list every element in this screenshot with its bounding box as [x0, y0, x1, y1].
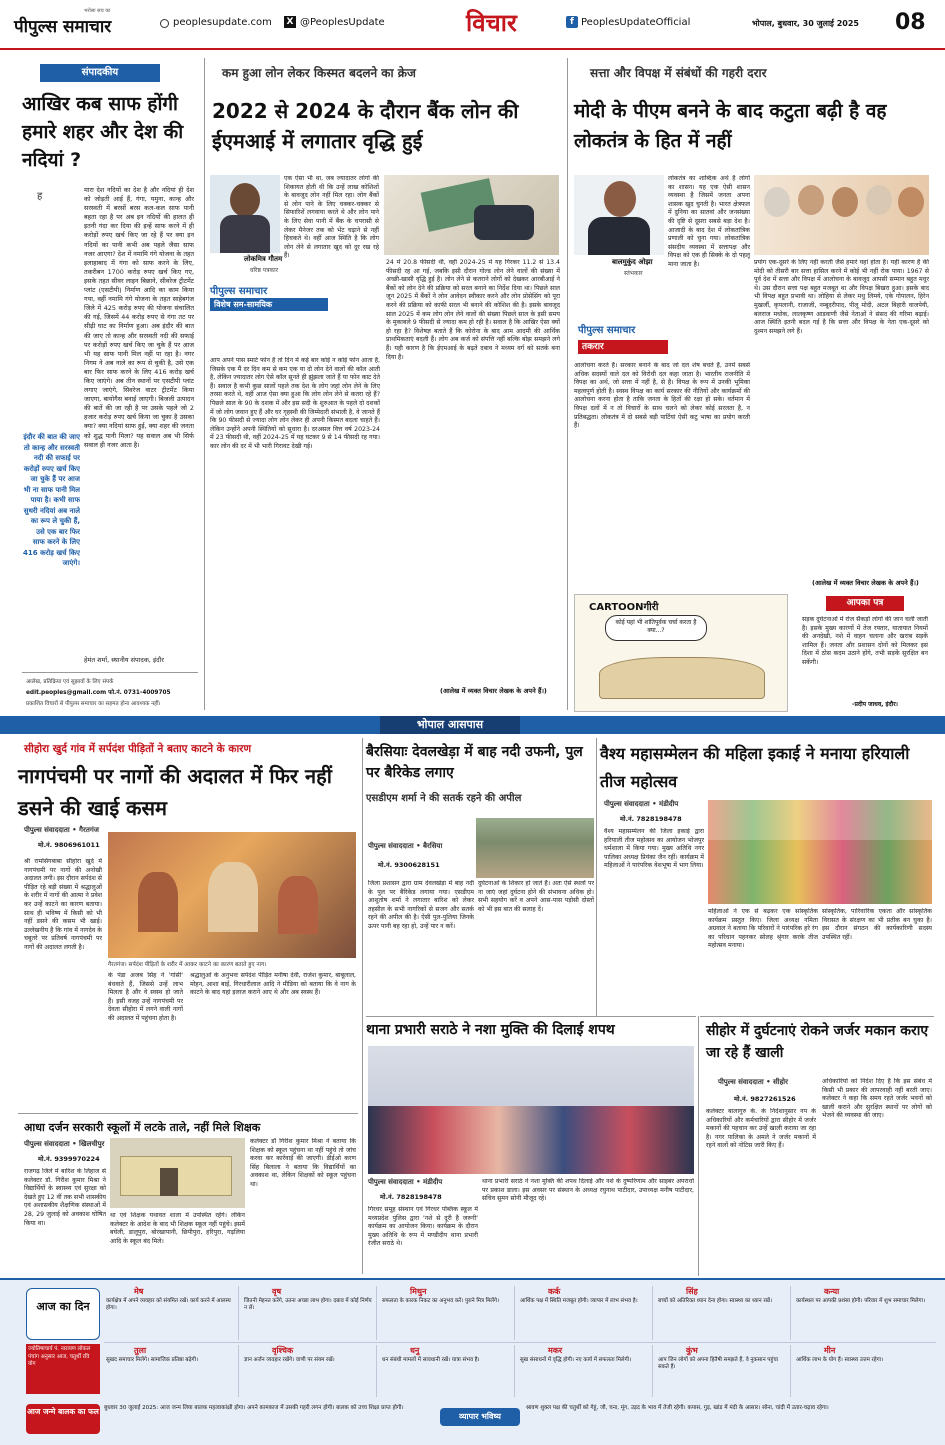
cartoon-label: CARTOONगीरी	[589, 602, 659, 613]
naag-body-3: श्रद्धालुओं के अनुभवः सर्पदंश पीड़ित मनीषा देवी, राजेश कुमार, बाबूलाल, मोहन, आशा बाई, गिरधारीलाल आदि ने मीडिया को बताया कि वे नाग के काटने के बाद यहां इलाज कराने आए थे और अब स्वस्थ हैं।	[190, 972, 356, 997]
rashi-text: आर्थिक पक्ष में स्थिति मजबूत होगी। व्यापार में लाभ संभव है।	[520, 1298, 638, 1304]
rashi-vrish	[242, 1286, 377, 1340]
sehore-headline: सीहोर में दुर्घटनाएं रोकने जर्जर मकान कराए जा रहे हैं खाली	[706, 1023, 929, 1061]
series-tag-loan: विशेष सम-सामयिक	[210, 298, 328, 311]
editorial-signoff: हेमंत शर्मा, स्थानीय संपादक, इंदौर	[84, 656, 164, 664]
rashi-text: आप जिन लोगों को अपना हितैषी समझते हैं, वे नुकसान पहुंचा सकते हैं।	[658, 1357, 779, 1371]
naag-byline: पीपुल्स संवाददाता • गैरतगंज	[24, 826, 99, 834]
editorial-contact-email[interactable]: edit.peoples@gmail.com फो.नं. 0731-4009705	[26, 690, 171, 696]
editorial-tag: संपादकीय	[40, 64, 160, 82]
rashi-text: जितनी मेहनत करेंगे, उतना अच्छा लाभ होगा। दबाव में कोई निर्णय न लें।	[244, 1298, 372, 1312]
teej-headline: वैश्य महासम्मेलन की महिला इकाई ने मनाया हरियाली तीज महोत्सव	[600, 744, 910, 791]
shapath-body-1: गिरधर समूह संस्थान एवं गिरधर पब्लिक स्कूल में मध्यप्रदेश पुलिस द्वारा 'नशे से दूरी है जरूरी' कार्यक्रम का आयोजन किया। कार्यक्रम के दौरान मुख्य अतिथि के रूप में मण्डीदीप थाना प्रभारी रंजीत सराठे थे।	[368, 1206, 478, 1248]
bairasia-subhead: एसडीएम शर्मा ने की सतर्क रहने की अपील	[366, 793, 522, 804]
modi-author-role: स्तंभकार	[624, 270, 643, 277]
letters-body: सड़क दुर्घटनाओं में रोज सैकड़ों लोगों की जान चली जाती है। इसके मुख्य कारणों में तेज रफ्तार, यातायात नियमों की अनदेखी, नशे में वाहन चलाना और खराब सड़कें शामिल हैं। जनता और प्रशासन दोनों को मिलकर इस दिशा में ठोस कदम उठाने होंगे, तभी सड़कें सुरक्षित बन सकेंगी।	[802, 616, 928, 666]
editorial-disclaimer: प्रकाशित विचारों से पीपुल्स समाचार का सहमत होना आवश्यक नहीं।	[26, 701, 161, 707]
rashi-label: वृष	[272, 1287, 282, 1296]
bairasia-body-2: दुर्घटनाओं के शिकार हो जाते हैं। अतः ऐसे स्थलों पर ना जाएं जहां दुर्घटना होने की संभावना अधिक हो। सभी सहयोग करें व अपने आस-पास पड़ोसी दोस्तों को भी इस बात की सलाह दें।	[478, 880, 594, 913]
letters-signoff: -प्रदीप जाधव, इंदौर।	[852, 701, 898, 708]
bairasia-body-1: जिला प्रशासन द्वारा ग्राम देवलखेड़ा में बाह नदी के पुल पर बैरिकेड लगाया गया। एसडीएम आशुतोष शर्मा ने लगातार बारिश को लेकर तहसील के सभी नागरिकों से सजग और सतर्क रहने की अपील की है। ऐसी पुल-पुलिया जिनके ऊपर पानी बह रहा हो, उन्हें पार न करें।	[368, 880, 474, 930]
loan-body-2: आप अपने पास स्मार्ट फोन है तो दिन में कई बार कोई न कोई फोन आता है, जिसके एक मैं दर दिन कम से कम एक या दो लोन देने वालों की कॉल आती है, लेकिन ज्यादातर लोग ऐसे कॉल सुनते ही झुंझला जाते हैं या फोन काट देते हैं। सवाल है कभी कुछ सालों पहले तक देश के लोग जहां लोन लेने के लिए तरसा करते थे, वहीं आज ऐसा क्या हुआ कि लोग लोन लेने से कतरा रहे हैं? पिछले साल के 90 के दशक में और इस सदी के शुरुआत के पहले दो दशकों में जो लोग जवान हुए हैं और घर गृहस्थी की जिम्मेदारी संभाली है, वे जानते हैं कि 90 फीसदी से ज्यादा लोग लोन लेकर ही अपनी किस्मत बदला चाहते हैं। लेकिन उन्होंने अपनी स्थितियों को सुधारा है। दरअसल वित्त वर्ष 2023-24 में 23 फीसदी थी, वहीं 2024-25 में यह घटकर 9 से 14 फीसदी रह गया। कार लोन की दर में भी भारी गिरावट देखी गई।	[210, 357, 380, 450]
rashi-makar	[518, 1345, 653, 1397]
sehore-mobile: मो.नं. 9827261526	[734, 1095, 796, 1103]
teej-mobile: मो.नं. 7828198478	[620, 815, 682, 823]
modi-photo	[754, 175, 929, 255]
modi-body-2: आलोचना करते हैं। सरकार बनाने के बाद जो दल शेष बचते हैं, उनमें सबसे अधिक सदस्यों वाले दल को विरोधी दल कहा जाता है। भारतीय राजनीति में विपक्ष का अर्थ, जो सत्ता में नहीं है, से है। विपक्ष के रूप में उनकी भूमिका महत्वपूर्ण होती है। स्वस्थ विपक्ष का कार्य सरकार की नीतियों और कार्यक्रमों की आलोचना करना होता है ताकि जनता के हितों की रक्षा हो सके। वर्तमान में विपक्ष दलों में न तो विचारों के साथ चलने को लेकर कोई सरलता है, न प्रतिबद्धता। लोकतंत्र में दो सबसे बड़ी पार्टियां ऐसी कटु भाषा का प्रयोग करती हैं।	[574, 362, 750, 430]
birthday-label: आज जन्मे बालक का फल	[26, 1404, 100, 1434]
rashi-row-1	[104, 1286, 936, 1340]
teej-photo	[708, 800, 932, 904]
rashi-label: धनु	[410, 1346, 420, 1355]
editorial-headline: आखिर कब साफ होंगी हमारे शहर और देश की नदियां ?	[22, 93, 184, 171]
editorial-dropcap: ह	[37, 191, 43, 202]
rashi-dhanu	[380, 1345, 515, 1397]
rashi-text: आर्थिक लाभ के योग हैं। स्वास्थ्य उत्तम रहेगा।	[796, 1357, 884, 1363]
rashi-singh	[656, 1286, 791, 1340]
modi-footer: (आलेख में व्यक्त विचार लेखक के अपने हैं।)	[812, 579, 919, 587]
rashi-vrishchik	[242, 1345, 377, 1397]
rashi-label: कन्या	[824, 1287, 840, 1296]
rashi-label: मेष	[134, 1287, 144, 1296]
modi-body-3: प्रयोग एक-दूसरे के लिए नहीं करती जैसे हमारे यहां होता है। यही कारण है की मोदी को तीसरी बार सत्ता हासिल करने में कोई भी नहीं रोक पाया। 1967 से पूर्व देश में सत्ता और विपक्ष में आलोचना के बावजूद आपसी सम्मान बहुत मधुर थे। उस दौरान सत्ता पक्ष बहुत मजबूत था और विपक्ष बिखरा हुआ। इसके बाद भी विपक्ष बहुत प्रभावी था। लोहिया से लेकर मधु लिमये, एके गोपालन, हिरेन मुखर्जी, कृपलानी, राजाजी, नम्बूदरीपाद, पीलू मोदी, अटल बिहारी वाजपेयी, बलराज मधोक, लालकृष्ण आडवाणी जैसे नेताओं ने संसद की गरिमा बढ़ाई। आज स्थिति इतनी बदल गई है कि सत्ता और विपक्ष के नेता एक-दूसरे को दुश्मन समझने लगे हैं।	[754, 259, 929, 335]
rashi-label: मिथुन	[410, 1287, 427, 1296]
school-byline: पीपुल्स संवाददाता • खिलचीपुर	[24, 1140, 105, 1148]
modi-kicker: सत्ता और विपक्ष में संबंधों की गहरी दरार	[590, 66, 767, 80]
cartoon-speech-bubble: कोई यहां भी शांतिपूर्वक चर्चा करता है क्या...?	[605, 615, 707, 641]
shapath-mobile: मो.नं. 7828198478	[380, 1193, 442, 1201]
naag-kicker: सीहोरा खुर्द गांव में सर्पदंश पीड़ितों ने बताए काटने के कारण	[24, 743, 252, 755]
rashi-label: वृश्चिक	[272, 1346, 294, 1355]
loan-body-3: 24 में 20.8 फीसदी थी, वहीं 2024-25 में यह गिरकर 11.2 से 13.4 फीसदी रह आ गई, जबकि इसी दौरान गोल्ड लोन लेने वालों की संख्या में अच्छी-खासी वृद्धि हुई है। लोन लेने से कतराने लोगों को देखकर आरबीआई ने बैंकों को लोन देने की प्रक्रिया को सरल बनाने का निर्देश दिया था। पिछले साल जून 2025 में बैंकों ने लोन आवेदन स्वीकार करने और लोन प्रोसेसिंग को पूरा करने की प्रक्रिया को काफी सरल भी बनाने की कोशिश की है। इसके बावजूद साल 2025 में कम लोग लोन लेने वालों की संख्या पिछले साल के इसी समय के मुकाबले 9 फीसदी से ज्यादा कम हो रही है। सवाल है कि आखिर ऐसा क्यों हो रहा है? विशेषज्ञ बताते हैं कि कोरोना के बाद आम आदमी की आर्थिक प्राथमिकताएं बदली हैं। लोग अब कर्ज को संपत्ति नहीं बल्कि बोझ समझने लगे हैं। यही कारण है कि ईएमआई के बढ़ते दबाव ने मध्यम वर्ग को सतर्क बना दिया है।	[386, 259, 560, 361]
teej-body-3: सांस्कृतिक, पारिवारिक एकता और सांस्कृतिक विरासत के संरक्षण का भी प्रतीक बन चुका है। इस दौरान संगठन की कार्यकारिणी सदस्य उपस्थित रहीं।	[822, 908, 932, 941]
modi-author-name: बालमुकुंद ओझा	[612, 258, 653, 266]
rashi-row-2	[104, 1342, 936, 1396]
shapath-headline: थाना प्रभारी सराठे ने नशा मुक्ति की दिलाई शपथ	[366, 1022, 615, 1038]
shapath-byline: पीपुल्स संवाददाता • मंडीदीप	[368, 1178, 443, 1186]
rashi-text: ज्ञान अर्जन व्यवहार रखेंगे। वाणी पर संयम रखें।	[244, 1357, 335, 1363]
rashi-mesh	[104, 1286, 239, 1340]
rashi-text: सफलता के कारक निकट का अनुभव करें। पुराने मित्र मिलेंगे।	[382, 1298, 500, 1304]
facebook-handle[interactable]: PeoplesUpdateOfficial	[581, 17, 691, 28]
naag-body-2: के पंडा अजब सिंह ने 'गांसी' बंधवाते हैं, जिससे उन्हें लाभ मिलता है और वे स्वस्थ हो जाते हैं। इसी वजह उन्हें नागपंचमी पर देवता सीहोरा में लगने वाली नागों की अदालत में पहुंचना होता है।	[108, 972, 183, 1022]
loan-body-1: एक ऐसा भी था, जब ज्यादातर लोगों की शिकायत होती थी कि उन्हें लाख कोशिशों के बावजूद लोन नहीं मिल रहा। लोग बैंकों से लोन पाने के लिए चक्कर-चक्कर से सिफारिशें लगवाया करते थे और लोन पाने के लिए सेवा पानी में बैंक के चपरासी से लेकर मैनेजर तक को भेंट चढ़ाने से नहीं हिचकते थे। वहीं आज स्थिति है कि लोग लोन लेने से लगातार खुद को दूर रख रहे हैं।	[284, 175, 379, 260]
rashi-text: कार्यक्षेत्र में अपने व्यवहार को संयमित रखें। कार्य करने में आलस्य होगा।	[106, 1298, 231, 1312]
rashi-meen	[794, 1345, 934, 1397]
bairasia-headline: बैरसियाः देवलखेड़ा में बाह नदी उफनी, पुल पर बैरिकेड लगाए	[366, 744, 583, 781]
series-brand-loan: पीपुल्स समाचार	[210, 286, 268, 297]
school-headline: आधा दर्जन सरकारी स्कूलों में लटके ताले, नहीं मिले शिक्षक	[24, 1121, 261, 1134]
sehore-body-1: कलेक्टर बालागुरु के. के निर्देशानुसार नप के अधिकारियों और कर्मचारियों द्वारा सीहोर में जर्जर मकानों की पहचान कर उन्हें खाली कराया जा रहा है। नगर पालिका के अमले ने जर्जर मकानों में रहने वालों को नोटिस जारी किए हैं।	[706, 1108, 816, 1150]
rashi-label: तुला	[134, 1346, 147, 1355]
horoscope-title: आज का दिन	[36, 1300, 90, 1313]
naag-caption: गैरतगंज। सर्पदंश पीड़ितों के शरीर में आकर काटने का कारण बताते हुए नाग।	[108, 962, 267, 968]
cartoon-box	[574, 594, 788, 712]
school-mobile: मो.नं. 9399970224	[38, 1155, 100, 1163]
school-body-3: कलेक्टर डॉ गिरीश कुमार मिश्रा ने बताया कि शिक्षक को स्कूल पहुंचना था नहीं पहुंचे तो जांच करवा कर कार्रवाई की जाएगी। डीईओ करण सिंह बिलाला ने बताया कि विद्यार्थियों का अवकाश था, लेकिन शिक्षकों को स्कूल पहुंचना था।	[250, 1138, 356, 1188]
birthday-text: बुधवार 30 जुलाई 2025: आज जन्म लिया बालक महत्वाकांक्षी होगा। अपने कामकाज में उसकी गहरी लगन होगी। बालक को उच्च शिक्षा प्राप्त होगी।	[104, 1405, 404, 1411]
horoscope-panchang: ज्योतिषाचार्य पं. नारायण लोकल पंचांग अनुसार आज, चतुर्थी रवि योग	[26, 1344, 100, 1394]
school-photo	[110, 1138, 245, 1208]
letters-box	[800, 596, 930, 712]
x-twitter-icon: X	[284, 16, 296, 28]
loan-author-role: वरिष्ठ पत्रकार	[250, 267, 279, 274]
teej-body-2: महिलाओं ने एक से बढ़कर एक सांस्कृतिक कार्यक्रम प्रस्तुत किए। जिला अध्यक्ष नमिता अग्रवाल ने बताया कि परिवारों ने पारंपरिक हरे रंग का परिधान पहनकर सोलह श्रृंगार करके तीज महोत्सव मनाया।	[708, 908, 818, 950]
page-number: 08	[895, 10, 926, 35]
rashi-text: धन संबंधी मामलों में सावधानी रखें। यात्रा संभव है।	[382, 1357, 480, 1363]
series-tag-modi: तकरार	[578, 340, 668, 354]
teej-body-1: वैश्य महासम्मेलन की जिला इकाई द्वारा हरियाली तीज महोत्सव का आयोजन भोजपुर धर्मशाला में किया गया। मुख्य अतिथि नगर पालिका अध्यक्ष प्रियंका जैन रहीं। कार्यक्रम में महिलाओं ने पारंपरिक वेशभूषा में भाग लिया।	[604, 828, 704, 870]
dateline: भोपाल, बुधवार, 30 जुलाई 2025	[752, 19, 859, 28]
bairasia-photo	[476, 818, 594, 878]
brand-name: पीपुल्स समाचार	[14, 17, 112, 37]
rashi-label: मकर	[548, 1346, 563, 1355]
facebook-icon: f	[566, 16, 578, 28]
letters-title: आपका पत्र	[826, 596, 904, 611]
masthead	[0, 0, 945, 50]
modi-body-1: लोकतंत्र का शाब्दिक अर्थ है लोगों का शासन। यह एक ऐसी शासन व्यवस्था है जिसमें जनता अपना शासक खुद चुनती है। भारत क्षेत्रफल में दुनिया का सातवां और जनसंख्या की दृष्टि से दूसरा सबसे बड़ा देश है। आजादी के बाद देश में लोकतांत्रिक प्रणाली को चुना गया। लोकतांत्रिक संसदीय व्यवस्था में सत्तापक्ष और विपक्ष को एक ही सिक्के के दो पहलू माना जाता है।	[668, 175, 750, 268]
section-banner: भोपाल आसपास	[380, 716, 520, 734]
bairasia-mobile: मो.नं. 9300628151	[378, 861, 440, 869]
rashi-label: मीन	[824, 1346, 836, 1355]
series-brand-modi: पीपुल्स समाचार	[578, 325, 636, 336]
rashi-kanya	[794, 1286, 934, 1340]
rashi-tula	[104, 1345, 239, 1397]
rashi-text: बच्चों को अतिरिक्त ध्यान देना होगा। स्वास्थ्य का ध्यान रखें।	[658, 1298, 772, 1304]
business-text: श्रावण शुक्ल पक्ष की चतुर्थी को गेहूं, जौ, चना, मूंग, उड़द के भाव में तेजी रहेगी। कपास, गुड़, खांड में मंदी के आसार। सोना, चांदी में उतार-चढ़ाव रहेगा।	[526, 1405, 829, 1411]
naag-photo	[108, 832, 356, 958]
modi-headline: मोदी के पीएम बनने के बाद कटुता बढ़ी है वह लोकतंत्र के हित में नहीं	[574, 100, 887, 152]
teej-byline: पीपुल्स संवाददाता • मंडीदीप	[604, 800, 679, 808]
twitter-handle[interactable]: @PeoplesUpdate	[300, 17, 385, 28]
author-photo-loan	[210, 175, 280, 253]
rashi-label: कर्क	[548, 1287, 561, 1296]
shapath-photo	[368, 1046, 694, 1174]
rashi-text: कार्यस्थल पर आपकी प्रशंसा होगी। परिवार में शुभ समाचार मिलेगा।	[796, 1298, 926, 1304]
loan-headline: 2022 से 2024 के दौरान बैंक लोन की ईएमआई में लगातार वृद्धि हुई	[212, 99, 519, 153]
horoscope-title-box	[26, 1288, 100, 1340]
section-title: विचार	[466, 8, 517, 37]
loan-author-name: लोकमित्र गौतम	[244, 255, 283, 263]
parliament-drawing	[599, 657, 765, 699]
naag-body-1: श्री रामसिंगबाबा सीहोरा खुर्द में नागपंचमी पर नागों की अनोखी अदालत लगी। इस दौरान सर्पदंश से पीड़ित रहे बड़ी संख्या में श्रद्धालुओं के शरीर में नागों की आत्मा ने प्रवेश कर उन्हें काटने का कारण बताया। साथ ही भविष्य में किसी को भी नहीं डसने की कसम भी खाई। उल्लेखनीय है कि गांव में नागदेव के चबूतरे पर प्रतिवर्ष नागपंचमी पर नागों की अदालत लगती है।	[24, 858, 102, 951]
naag-mobile: मो.नं. 9806961011	[38, 841, 100, 849]
sehore-body-2: अधिकारियों को निर्देश दिए हैं कि इस संबंध में किसी भी प्रकार की लापरवाही नहीं बरती जाए। कलेक्टर ने कहा कि समय रहते जर्जर भवनों को खाली कराने और सुरक्षित स्थानों पर लोगों को भेजने की व्यवस्था की जाए।	[822, 1078, 932, 1120]
naag-headline: नागपंचमी पर नागों की अदालत में फिर नहीं डसने की खाई कसम	[18, 764, 332, 820]
rashi-label: सिंह	[686, 1287, 698, 1296]
rashi-kark	[518, 1286, 653, 1340]
globe-icon	[160, 19, 169, 28]
rashi-text: सुख संसाधनों में वृद्धि होगी। नए कार्य में सफलता मिलेगी।	[520, 1357, 632, 1363]
editorial-sidebar: इंदौर की बात की जाए तो कान्ह और सरस्वती नदी की सफाई पर करोड़ों रुपए खर्च किए जा चुके हैं पर आज भी ना साफ पानी मिल पाया है। कभी साफ सुथरी नदियां अब नाले का रूप ले चुकी हैं, उसे एक बार फिर साफ करने के लिए 416 करोड़ खर्च किए जाएंगे।	[23, 433, 80, 567]
rashi-mithun	[380, 1286, 515, 1340]
author-photo-modi	[574, 175, 664, 255]
sehore-byline: पीपुल्स संवाददाता • सीहोर	[718, 1078, 788, 1086]
bairasia-byline: पीपुल्स संवाददाता • बैरसिया	[368, 842, 443, 850]
rashi-label: कुंभ	[686, 1346, 698, 1355]
loan-footer: (आलेख में व्यक्त विचार लेखक के अपने हैं।)	[440, 687, 547, 695]
loan-kicker: कम हुआ लोन लेकर किस्मत बदलने का क्रेज	[222, 66, 416, 80]
editorial-contact-line: आलेख, प्रतिक्रिया एवं सुझावों के लिए संपर्क	[26, 679, 114, 685]
loan-photo	[384, 175, 559, 255]
brand-tagline: भरोसा सच का	[84, 8, 111, 14]
website-link[interactable]: peoplesupdate.com	[173, 17, 272, 28]
brand-logo	[14, 8, 154, 38]
editorial-body: मारा देश नदियों का देश है और नदियां ही देश को जोड़ती आई हैं, गंगा, यमुना, कान्ह और सरस्वती में बरसों बरस कल-कल साफ पानी बहता रहा है पर अब इन नदियों की हालत ही इतनी गंदा कर दिया की इन्हें साफ करने में ही करोड़ों रुपए खर्च किए जा रहे हैं पर क्या इन नदियों का पानी कभी अब पहले जैसा साफ नजर आएगा? देश में नमामि गंगे योजना के तहत इलाहाबाद में गंगा को साफ करने के लिए, तकरीबन 1700 करोड़ रुपए खर्च किए गए, इसके तहत सीवर लाइन बिछाने, सीवरेज ट्रीटमेंट प्लांट (एसटीपी) निर्माण आदि का काम किया गया, वहीं नमामि गंगे योजना के तहत साहेबगंज जिले में 425 करोड़ रुपए की योजना संचालित की गई, जिसमें 44 करोड़ रुपए से गंगा तट पर सीढ़ी घाट का निर्माण हुआ। अब इंदौर की बात की जाए तो कान्ह और सरस्वती नदी की सफाई पर करोड़ों रुपए खर्च किए जा चुके हैं पर आज भी यह साफ पानी मिल नहीं पा रहा है। नगर निगम ने अब नाले का रूप से चुकी है, उसे एक बार फिर साफ करने के लिए 416 करोड़ खर्च किए जाएंगे। अब तीन स्थानों पर एसटीपी प्लांट लगाए जाएंगे, सिवरेज वाटर ट्रीटमेंट किया जाएगा, बायोगैस बनाई जाएगी। बिजली उत्पादन की बातें की जा रही है पर उसके पहले जो 2 हजार करोड़ रुपए खर्च किया जा चुका है उसका क्या? क्या नदियां साफ हुई, क्या शहर की जनता को शुद्ध पानी मिला? यह सवाल अब भी सिर्फ सवाल ही नजर आता है।	[84, 186, 194, 449]
rashi-kumbh	[656, 1345, 791, 1397]
business-label: व्यापार भविष्य	[440, 1408, 520, 1426]
school-body-2: था एवं शिक्षक यथावत शाला में उपस्थित रहेंगे। लेकिन कलेक्टर के आदेश के बाद भी शिक्षक स्कूल नहीं पहुंचे। इसमें बघेली, डालूपुरा, बोरखापानी, छिपीपुरा, हरिपुरा, गढ़लिया आदि के स्कूल बंद मिले।	[110, 1212, 245, 1245]
school-body-1: राजगढ़ जिले में बारिश के लिहाज से कलेक्टर डॉ. गिरीश कुमार मिश्रा ने विद्यार्थियों के स्वास्थ्य एवं सुरक्षा को देखते हुए 12 वीं तक सभी शासकीय एवं अशासकीय शैक्षणिक संस्थाओं में 28, 29 जुलाई को अवकाश घोषित किया था।	[24, 1168, 106, 1227]
shapath-body-2: थाना प्रभारी सराठे ने नशा मुक्ति की शपथ दिलाई और नशे के दुष्परिणाम और साइबर अपराधों पर प्रकाश डाला। इस अवसर पर संस्थान के अध्यक्ष रघुनाथ पाटीदार, उपाध्यक्ष मनीष पाटीदार, सचिव सुमन सोनी मौजूद रहे।	[482, 1178, 694, 1203]
rashi-text: सुखद समाचार मिलेंगे। सामाजिक प्रतिष्ठा बढ़ेगी।	[106, 1357, 199, 1363]
